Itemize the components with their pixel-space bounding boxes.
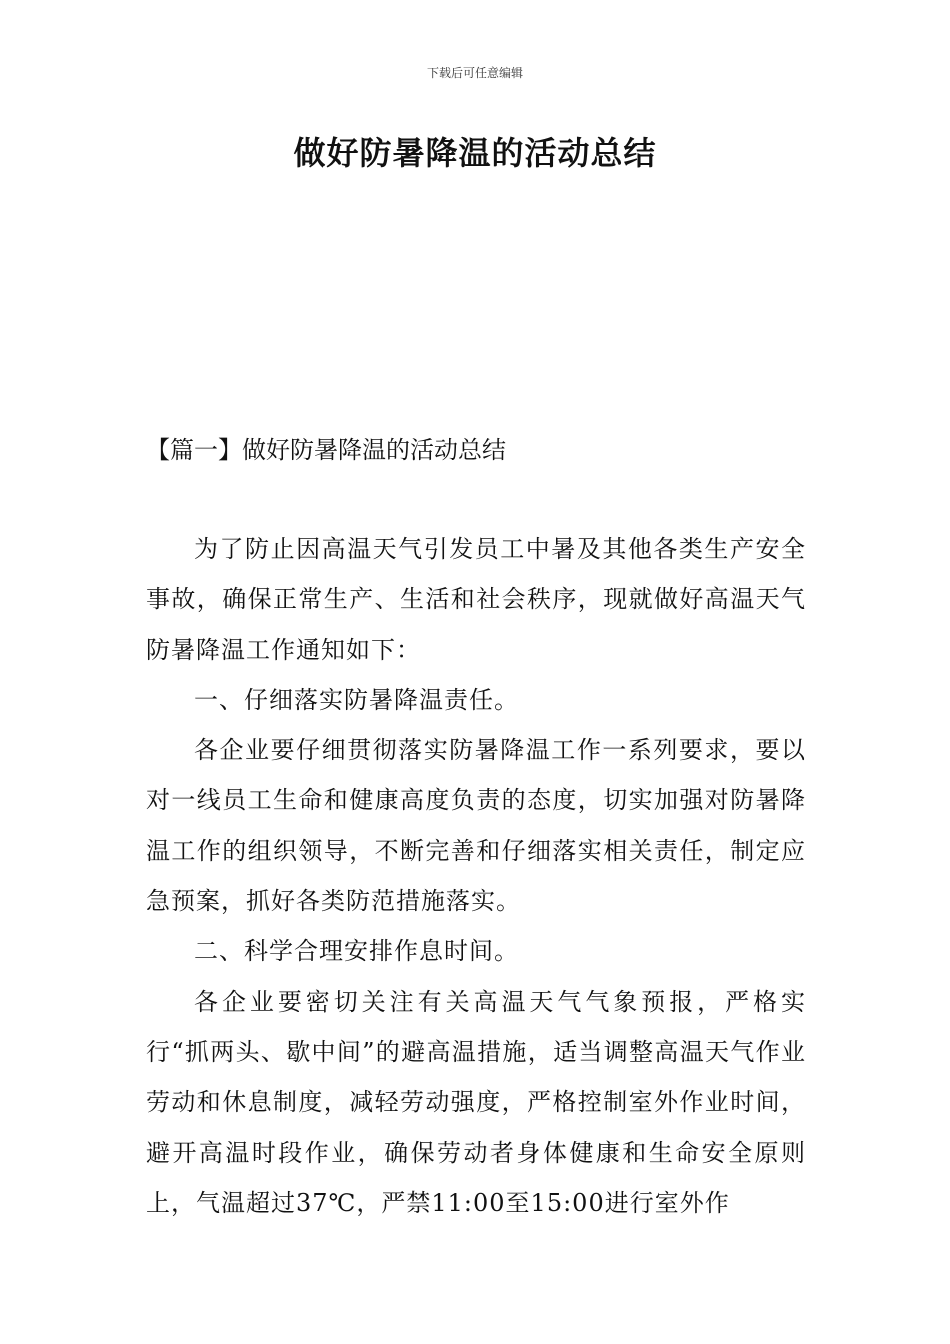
paragraph: 二、科学合理安排作息时间。 <box>194 937 519 966</box>
document-body <box>146 524 806 1228</box>
paragraph: 各企业要仔细贯彻落实防暑降温工作一系列要求，要以对一线员工生命和健康高度负责的态度，切实加强对防暑降温工作的组织领导，不断完善和仔细落实相关责任，制定应急预案，抓好各类防范措施落实。 <box>146 736 806 916</box>
paragraph: 各企业要密切关注有关高温天气气象预报，严格实行“抓两头、歇中间”的避高温措施，适当调整高温天气作业劳动和休息制度，减轻劳动强度，严格控制室外作业时间，避开高温时段作业，确保劳动者身体健康和生命安全原则上，气温超过37℃，严禁11:00至15:00进行室外作 <box>146 987 806 1217</box>
section-heading: 【篇一】做好防暑降温的活动总结 <box>146 436 506 464</box>
paragraph: 为了防止因高温天气引发员工中暑及其他各类生产安全事故，确保正常生产、生活和社会秩序，现就做好高温天气防暑降温工作通知如下： <box>146 535 806 664</box>
paragraph: 一、仔细落实防暑降温责任。 <box>194 685 519 714</box>
header-note: 下载后可任意编辑 <box>426 66 523 80</box>
document-title: 做好防暑降温的活动总结 <box>293 134 657 172</box>
